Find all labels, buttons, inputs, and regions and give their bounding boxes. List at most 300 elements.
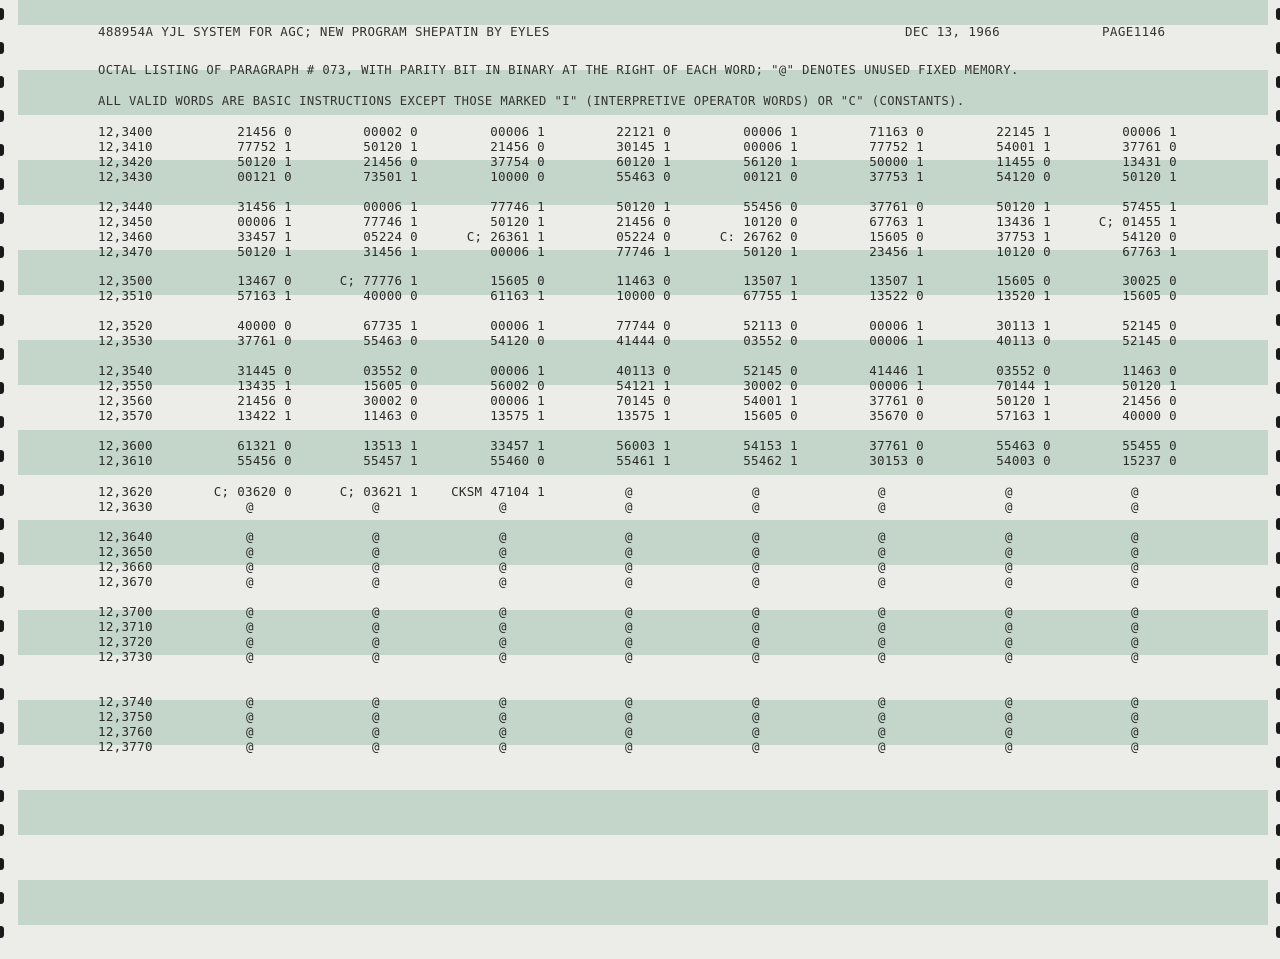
unused-memory-cell: @ [625, 694, 633, 709]
word-cell: 40000 0 [237, 318, 292, 333]
unused-memory-cell: @ [1005, 559, 1013, 574]
unused-memory-cell: @ [625, 544, 633, 559]
unused-memory-cell: @ [372, 739, 380, 754]
word-cell: 30002 0 [363, 393, 418, 408]
word-cell: 15605 0 [363, 378, 418, 393]
word-cell: 40000 0 [363, 288, 418, 303]
word-cell: 22121 0 [616, 124, 671, 139]
word-cell: 05224 0 [363, 229, 418, 244]
word-cell: 50120 1 [490, 214, 545, 229]
address-cell: 12,3760 [98, 724, 153, 739]
word-cell: 52145 0 [1122, 318, 1177, 333]
feed-hole [1276, 756, 1280, 768]
unused-memory-cell: @ [499, 619, 507, 634]
unused-memory-cell: @ [1131, 634, 1139, 649]
tractor-feed-holes-left [0, 0, 10, 959]
unused-memory-cell: @ [625, 619, 633, 634]
green-band [18, 700, 1268, 745]
unused-memory-cell: @ [878, 559, 886, 574]
word-cell: 00121 0 [237, 169, 292, 184]
word-cell: 21456 0 [616, 214, 671, 229]
unused-memory-cell: @ [1131, 529, 1139, 544]
word-cell: 70144 1 [996, 378, 1051, 393]
word-cell: 03552 0 [996, 363, 1051, 378]
word-cell: 41446 1 [869, 363, 924, 378]
feed-hole [0, 552, 4, 564]
feed-hole [1276, 144, 1280, 156]
feed-hole [0, 824, 4, 836]
unused-memory-cell: @ [499, 649, 507, 664]
word-cell: 40113 0 [996, 333, 1051, 348]
word-cell: 55461 1 [616, 453, 671, 468]
word-cell: 50000 1 [869, 154, 924, 169]
unused-memory-cell: @ [499, 724, 507, 739]
word-cell: 73501 1 [363, 169, 418, 184]
unused-memory-cell: @ [372, 619, 380, 634]
feed-hole [1276, 688, 1280, 700]
feed-hole [1276, 518, 1280, 530]
address-cell: 12,3660 [98, 559, 153, 574]
word-cell: 13507 1 [743, 273, 798, 288]
word-cell: 00006 1 [490, 318, 545, 333]
feed-hole [1276, 620, 1280, 632]
feed-hole [0, 722, 4, 734]
unused-memory-cell: @ [1005, 724, 1013, 739]
word-cell: 13436 1 [996, 214, 1051, 229]
word-cell: 55462 1 [743, 453, 798, 468]
address-cell: 12,3700 [98, 604, 153, 619]
word-cell: 71163 0 [869, 124, 924, 139]
word-cell: 23456 1 [869, 244, 924, 259]
feed-hole [0, 42, 4, 54]
unused-memory-cell: @ [752, 529, 760, 544]
word-cell: 54121 1 [616, 378, 671, 393]
word-cell: 21456 0 [490, 139, 545, 154]
unused-memory-cell: @ [878, 694, 886, 709]
word-cell: 77746 1 [616, 244, 671, 259]
word-cell: 54120 0 [996, 169, 1051, 184]
address-cell: 12,3550 [98, 378, 153, 393]
word-cell: 15605 0 [1122, 288, 1177, 303]
unused-memory-cell: @ [625, 574, 633, 589]
word-cell: 55463 0 [363, 333, 418, 348]
word-cell: 15605 0 [743, 408, 798, 423]
address-cell: 12,3560 [98, 393, 153, 408]
word-cell: 70145 0 [616, 393, 671, 408]
unused-memory-cell: @ [246, 529, 254, 544]
address-cell: 12,3500 [98, 273, 153, 288]
unused-memory-cell: @ [499, 739, 507, 754]
address-cell: 12,3770 [98, 739, 153, 754]
unused-memory-cell: @ [878, 499, 886, 514]
feed-hole [0, 280, 4, 292]
word-cell: 37754 0 [490, 154, 545, 169]
unused-memory-cell: @ [1131, 709, 1139, 724]
feed-hole [0, 382, 4, 394]
unused-memory-cell: @ [1005, 499, 1013, 514]
feed-hole [1276, 858, 1280, 870]
unused-memory-cell: @ [499, 544, 507, 559]
unused-memory-cell: @ [499, 604, 507, 619]
feed-hole [0, 212, 4, 224]
unused-memory-cell: @ [878, 529, 886, 544]
word-cell: 00006 1 [743, 139, 798, 154]
feed-hole [0, 620, 4, 632]
unused-memory-cell: @ [372, 529, 380, 544]
unused-memory-cell: @ [372, 604, 380, 619]
unused-memory-cell: @ [246, 634, 254, 649]
listing-legend: ALL VALID WORDS ARE BASIC INSTRUCTIONS EXCEPT THOSE MARKED "I" (INTERPRETIVE OPERATOR WORDS) OR "C" (CONSTANTS). [98, 94, 965, 108]
word-cell: 61321 0 [237, 438, 292, 453]
word-cell: 00002 0 [363, 124, 418, 139]
unused-memory-cell: @ [752, 619, 760, 634]
word-cell: 56003 1 [616, 438, 671, 453]
word-cell: 37761 0 [869, 393, 924, 408]
unused-memory-cell: @ [752, 544, 760, 559]
unused-memory-cell: @ [246, 544, 254, 559]
address-cell: 12,3640 [98, 529, 153, 544]
word-cell: 03552 0 [363, 363, 418, 378]
word-cell: 56120 1 [743, 154, 798, 169]
unused-memory-cell: @ [1131, 574, 1139, 589]
unused-memory-cell: @ [372, 649, 380, 664]
word-cell: 67763 1 [869, 214, 924, 229]
feed-hole [0, 484, 4, 496]
word-cell: 52145 0 [743, 363, 798, 378]
feed-hole [0, 8, 4, 20]
address-cell: 12,3730 [98, 649, 153, 664]
unused-memory-cell: @ [752, 574, 760, 589]
feed-hole [0, 926, 4, 938]
word-cell: 54001 1 [996, 139, 1051, 154]
word-cell: 13513 1 [363, 438, 418, 453]
unused-memory-cell: @ [246, 694, 254, 709]
unused-memory-cell: @ [752, 499, 760, 514]
feed-hole [1276, 552, 1280, 564]
address-cell: 12,3570 [98, 408, 153, 423]
unused-memory-cell: @ [1005, 619, 1013, 634]
page-number: PAGE1146 [1102, 24, 1166, 39]
word-cell: 00006 1 [490, 393, 545, 408]
word-cell: 41444 0 [616, 333, 671, 348]
word-cell: 55460 0 [490, 453, 545, 468]
unused-memory-cell: @ [1005, 634, 1013, 649]
word-cell: 00006 1 [490, 124, 545, 139]
word-cell: 11463 0 [616, 273, 671, 288]
word-cell: 33457 1 [237, 229, 292, 244]
word-cell: 05224 0 [616, 229, 671, 244]
word-cell: 50120 1 [237, 154, 292, 169]
feed-hole [0, 892, 4, 904]
address-cell: 12,3400 [98, 124, 153, 139]
word-cell: 30002 0 [743, 378, 798, 393]
unused-memory-cell: @ [752, 634, 760, 649]
word-cell: 00121 0 [743, 169, 798, 184]
word-cell: 13575 1 [490, 408, 545, 423]
unused-memory-cell: @ [246, 604, 254, 619]
word-cell: 30113 1 [996, 318, 1051, 333]
word-cell: 00006 1 [363, 199, 418, 214]
unused-memory-cell: @ [752, 484, 760, 499]
word-cell: 67763 1 [1122, 244, 1177, 259]
unused-memory-cell: @ [878, 709, 886, 724]
word-cell: 31445 0 [237, 363, 292, 378]
listing-description: OCTAL LISTING OF PARAGRAPH # 073, WITH PARITY BIT IN BINARY AT THE RIGHT OF EACH WORD; "@" DENOTES UNUSED FIXED MEMORY. [98, 63, 1019, 77]
word-cell: C; 01455 1 [1098, 214, 1177, 229]
word-cell: 57455 1 [1122, 199, 1177, 214]
word-cell: 57163 1 [237, 288, 292, 303]
word-cell: 57163 1 [996, 408, 1051, 423]
word-cell: 21456 0 [237, 393, 292, 408]
unused-memory-cell: @ [878, 484, 886, 499]
word-cell: 13522 0 [869, 288, 924, 303]
feed-hole [1276, 484, 1280, 496]
unused-memory-cell: @ [625, 499, 633, 514]
unused-memory-cell: @ [625, 739, 633, 754]
feed-hole [0, 348, 4, 360]
word-cell: 31456 1 [237, 199, 292, 214]
word-cell: C; 03621 1 [339, 484, 418, 499]
address-cell: 12,3610 [98, 453, 153, 468]
word-cell: 13507 1 [869, 273, 924, 288]
unused-memory-cell: @ [499, 559, 507, 574]
word-cell: 37761 0 [869, 199, 924, 214]
word-cell: 13467 0 [237, 273, 292, 288]
unused-memory-cell: @ [752, 724, 760, 739]
word-cell: 52113 0 [743, 318, 798, 333]
unused-memory-cell: @ [625, 709, 633, 724]
feed-hole [1276, 8, 1280, 20]
unused-memory-cell: @ [625, 529, 633, 544]
word-cell: 50120 1 [363, 139, 418, 154]
unused-memory-cell: @ [878, 544, 886, 559]
unused-memory-cell: @ [246, 499, 254, 514]
unused-memory-cell: @ [1131, 544, 1139, 559]
feed-hole [1276, 450, 1280, 462]
unused-memory-cell: @ [1131, 694, 1139, 709]
word-cell: 77752 1 [869, 139, 924, 154]
word-cell: 55463 0 [616, 169, 671, 184]
word-cell: 03552 0 [743, 333, 798, 348]
feed-hole [1276, 892, 1280, 904]
word-cell: 55456 0 [237, 453, 292, 468]
unused-memory-cell: @ [246, 574, 254, 589]
word-cell: 13431 0 [1122, 154, 1177, 169]
word-cell: 10000 0 [490, 169, 545, 184]
feed-hole [1276, 790, 1280, 802]
feed-hole [0, 654, 4, 666]
feed-hole [0, 858, 4, 870]
word-cell: 55463 0 [996, 438, 1051, 453]
unused-memory-cell: @ [878, 724, 886, 739]
feed-hole [1276, 586, 1280, 598]
word-cell: 11463 0 [363, 408, 418, 423]
unused-memory-cell: @ [246, 724, 254, 739]
word-cell: 37761 0 [1122, 139, 1177, 154]
word-cell: 30153 0 [869, 453, 924, 468]
feed-hole [0, 144, 4, 156]
word-cell: 37753 1 [869, 169, 924, 184]
word-cell: 55457 1 [363, 453, 418, 468]
word-cell: 13520 1 [996, 288, 1051, 303]
green-band [18, 610, 1268, 655]
word-cell: 15605 0 [490, 273, 545, 288]
feed-hole [0, 110, 4, 122]
unused-memory-cell: @ [1131, 619, 1139, 634]
unused-memory-cell: @ [372, 574, 380, 589]
word-cell: 35670 0 [869, 408, 924, 423]
word-cell: 55456 0 [743, 199, 798, 214]
address-cell: 12,3510 [98, 288, 153, 303]
unused-memory-cell: @ [1131, 499, 1139, 514]
word-cell: 52145 0 [1122, 333, 1177, 348]
unused-memory-cell: @ [878, 634, 886, 649]
unused-memory-cell: @ [1131, 484, 1139, 499]
unused-memory-cell: @ [246, 739, 254, 754]
unused-memory-cell: @ [499, 634, 507, 649]
address-cell: 12,3440 [98, 199, 153, 214]
address-cell: 12,3650 [98, 544, 153, 559]
unused-memory-cell: @ [372, 724, 380, 739]
word-cell: 55455 0 [1122, 438, 1177, 453]
unused-memory-cell: @ [752, 709, 760, 724]
word-cell: 10000 0 [616, 288, 671, 303]
unused-memory-cell: @ [878, 604, 886, 619]
address-cell: 12,3420 [98, 154, 153, 169]
word-cell: 00006 1 [490, 363, 545, 378]
feed-hole [1276, 926, 1280, 938]
feed-hole [1276, 76, 1280, 88]
unused-memory-cell: @ [246, 649, 254, 664]
feed-hole [0, 76, 4, 88]
tractor-feed-holes-right [1270, 0, 1280, 959]
word-cell: 11463 0 [1122, 363, 1177, 378]
word-cell: 13435 1 [237, 378, 292, 393]
word-cell: 50120 1 [616, 199, 671, 214]
unused-memory-cell: @ [1005, 709, 1013, 724]
address-cell: 12,3720 [98, 634, 153, 649]
unused-memory-cell: @ [1005, 544, 1013, 559]
unused-memory-cell: @ [372, 499, 380, 514]
address-cell: 12,3750 [98, 709, 153, 724]
word-cell: 54120 0 [1122, 229, 1177, 244]
unused-memory-cell: @ [1005, 649, 1013, 664]
word-cell: 00006 1 [743, 124, 798, 139]
word-cell: 15605 0 [869, 229, 924, 244]
word-cell: 54153 1 [743, 438, 798, 453]
unused-memory-cell: @ [372, 694, 380, 709]
unused-memory-cell: @ [752, 604, 760, 619]
word-cell: 15237 0 [1122, 453, 1177, 468]
unused-memory-cell: @ [246, 619, 254, 634]
word-cell: 77746 1 [490, 199, 545, 214]
unused-memory-cell: @ [878, 619, 886, 634]
address-cell: 12,3520 [98, 318, 153, 333]
feed-hole [0, 586, 4, 598]
word-cell: 00006 1 [869, 318, 924, 333]
unused-memory-cell: @ [372, 709, 380, 724]
word-cell: 30025 0 [1122, 273, 1177, 288]
word-cell: 31456 1 [363, 244, 418, 259]
word-cell: 60120 1 [616, 154, 671, 169]
unused-memory-cell: @ [1005, 529, 1013, 544]
word-cell: 00006 1 [869, 378, 924, 393]
unused-memory-cell: @ [878, 574, 886, 589]
word-cell: 21456 0 [363, 154, 418, 169]
unused-memory-cell: @ [1131, 649, 1139, 664]
feed-hole [1276, 722, 1280, 734]
address-cell: 12,3430 [98, 169, 153, 184]
feed-hole [0, 790, 4, 802]
unused-memory-cell: @ [1131, 559, 1139, 574]
unused-memory-cell: @ [878, 649, 886, 664]
unused-memory-cell: @ [1005, 484, 1013, 499]
unused-memory-cell: @ [372, 634, 380, 649]
feed-hole [1276, 246, 1280, 258]
word-cell: 50120 1 [1122, 378, 1177, 393]
feed-hole [1276, 212, 1280, 224]
unused-memory-cell: @ [625, 484, 633, 499]
address-cell: 12,3460 [98, 229, 153, 244]
word-cell: 37761 0 [237, 333, 292, 348]
word-cell: 37761 0 [869, 438, 924, 453]
feed-hole [1276, 42, 1280, 54]
word-cell: 30145 1 [616, 139, 671, 154]
word-cell: 21456 0 [1122, 393, 1177, 408]
unused-memory-cell: @ [878, 739, 886, 754]
word-cell: 10120 0 [996, 244, 1051, 259]
word-cell: 61163 1 [490, 288, 545, 303]
unused-memory-cell: @ [499, 709, 507, 724]
word-cell: 77744 0 [616, 318, 671, 333]
unused-memory-cell: @ [499, 574, 507, 589]
word-cell: 77752 1 [237, 139, 292, 154]
green-band [18, 0, 1268, 25]
word-cell: 00006 1 [869, 333, 924, 348]
word-cell: 56002 0 [490, 378, 545, 393]
feed-hole [0, 246, 4, 258]
feed-hole [1276, 280, 1280, 292]
unused-memory-cell: @ [1005, 739, 1013, 754]
unused-memory-cell: @ [625, 649, 633, 664]
unused-memory-cell: @ [499, 529, 507, 544]
word-cell: C; 03620 0 [213, 484, 292, 499]
word-cell: 40000 0 [1122, 408, 1177, 423]
word-cell: 77746 1 [363, 214, 418, 229]
unused-memory-cell: @ [752, 694, 760, 709]
feed-hole [1276, 178, 1280, 190]
word-cell: 15605 0 [996, 273, 1051, 288]
unused-memory-cell: @ [1131, 724, 1139, 739]
feed-hole [1276, 348, 1280, 360]
feed-hole [1276, 416, 1280, 428]
word-cell: 50120 1 [743, 244, 798, 259]
word-cell: 54003 0 [996, 453, 1051, 468]
unused-memory-cell: @ [499, 694, 507, 709]
unused-memory-cell: @ [1131, 604, 1139, 619]
unused-memory-cell: @ [1005, 574, 1013, 589]
word-cell: 67735 1 [363, 318, 418, 333]
feed-hole [0, 518, 4, 530]
feed-hole [1276, 110, 1280, 122]
green-band [18, 790, 1268, 835]
unused-memory-cell: @ [625, 559, 633, 574]
word-cell: 40113 0 [616, 363, 671, 378]
address-cell: 12,3620 [98, 484, 153, 499]
feed-hole [0, 314, 4, 326]
unused-memory-cell: @ [1005, 694, 1013, 709]
unused-memory-cell: @ [246, 559, 254, 574]
